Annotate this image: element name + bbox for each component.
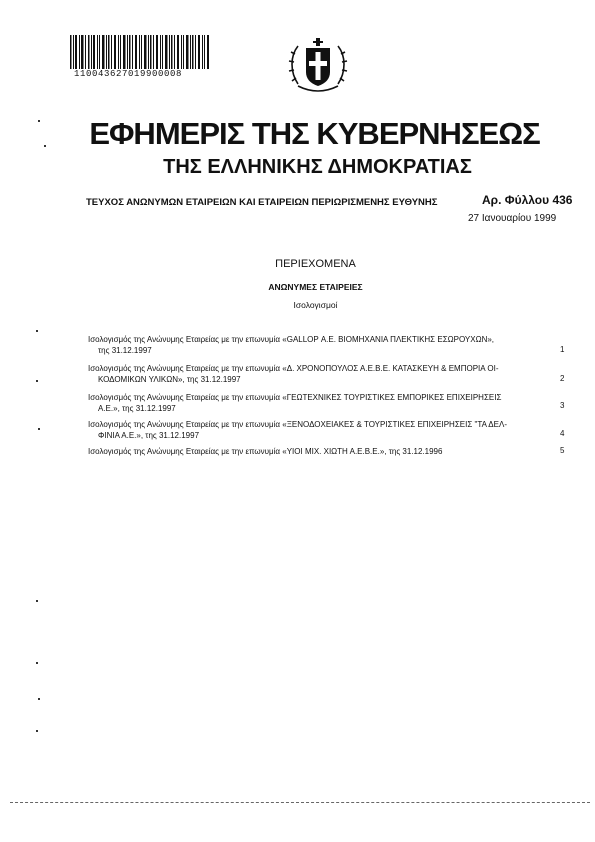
scan-mark [38,120,40,122]
toc-page-number: 1 [560,345,565,354]
issue-number: Αρ. Φύλλου 436 [482,193,573,207]
barcode [70,35,210,69]
issue-date: 27 Ιανουαρίου 1999 [468,213,557,224]
toc-page-number: 4 [560,429,565,438]
toc-entry-line1: Ισολογισμός της Ανώνυμης Εταιρείας με την επωνυμία «Δ. ΧΡΟΝΟΠΟΥΛΟΣ Α.Ε.Β.Ε. ΚΑΤΑΣΚΕΥΗ & ΕΜΠΟΡΙΑ ΟΙ- [88,364,499,373]
gazette-subtitle: ΤΗΣ ΕΛΛΗΝΙΚΗΣ ΔΗΜΟΚΡΑΤΙΑΣ [163,156,472,178]
toc-entry-line1: Ισολογισμός της Ανώνυμης Εταιρείας με την επωνυμία «GALLOP Α.Ε. ΒΙΟΜΗΧΑΝΙΑ ΠΛΕΚΤΙΚΗΣ ΕΣΩΡΟΥΧΩΝ», [88,335,495,344]
toc-entry-line1: Ισολογισμός της Ανώνυμης Εταιρείας με την επωνυμία «ΞΕΝΟΔΟΧΕΙΑΚΕΣ & ΤΟΥΡΙΣΤΙΚΕΣ ΕΠΙΧΕΙΡΗΣΕΙΣ "ΤΑ ΔΕΛ- [88,420,507,429]
section-heading: ΑΝΩΝΥΜΕΣ ΕΤΑΙΡΕΙΕΣ [268,282,363,292]
scan-mark [36,600,38,602]
toc-entry [88,446,548,457]
scan-mark [36,330,38,332]
toc-entry [88,334,548,356]
toc-page-number: 5 [560,446,565,455]
toc-entry [88,392,548,414]
scan-mark [38,428,40,430]
coat-of-arms-emblem [288,34,348,96]
subsection-heading: Ισολογισμοί [293,300,338,310]
scan-mark [36,730,38,732]
series-name: ΤΕΥΧΟΣ ΑΝΩΝΥΜΩΝ ΕΤΑΙΡΕΙΩΝ ΚΑΙ ΕΤΑΙΡΕΙΩΝ ΠΕΡΙΩΡΙΣΜΕΝΗΣ ΕΥΘΥΝΗΣ [86,197,438,208]
gazette-title: ΕΦΗΜΕΡΙΣ ΤΗΣ ΚΥΒΕΡΝΗΣΕΩΣ [89,116,540,151]
toc-entry-line1: Ισολογισμός της Ανώνυμης Εταιρείας με την επωνυμία «ΓΕΩΤΕΧΝΙΚΕΣ ΤΟΥΡΙΣΤΙΚΕΣ ΕΜΠΟΡΙΚΕΣ ΕΠΙΧΕΙΡΗΣΕΙΣ [88,393,502,402]
toc-entry-line1: Ισολογισμός της Ανώνυμης Εταιρείας με την επωνυμία «ΥΙΟΙ ΜΙΧ. ΧΙΩΤΗ Α.Ε.Β.Ε.», της 31.12.1996 [88,447,443,456]
toc-page-number: 3 [560,401,565,410]
toc-page-number: 2 [560,374,565,383]
scan-mark [36,662,38,664]
scan-mark [36,380,38,382]
toc-entry [88,419,548,441]
scan-mark [44,145,46,147]
toc-entry-line2: ΚΟΔΟΜΙΚΩΝ ΥΛΙΚΩΝ», της 31.12.1997 [98,375,241,384]
toc-entry-line2: ΦΙΝΙΑ Α.Ε.», της 31.12.1997 [98,431,200,440]
toc-entry [88,363,548,385]
contents-heading: ΠΕΡΙΕΧΟΜΕΝΑ [275,258,356,270]
barcode-number: 110043627019900008 [74,69,183,79]
toc-entry-line2: Α.Ε.», της 31.12.1997 [98,404,176,413]
toc-entry-line2: της 31.12.1997 [98,346,152,355]
scan-border-line [10,802,590,803]
scan-mark [38,698,40,700]
